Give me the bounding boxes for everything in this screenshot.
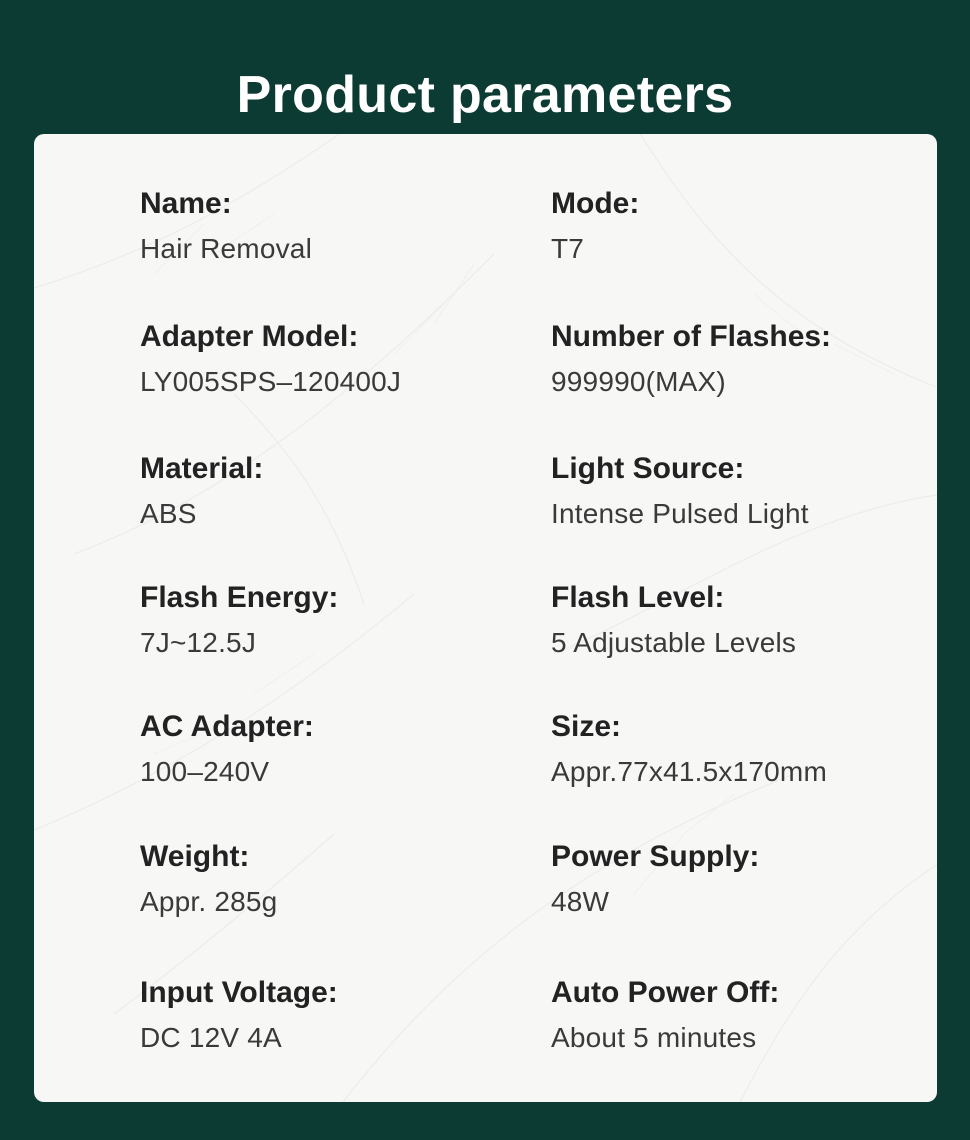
param-label: Power Supply: [551,840,760,873]
param-auto-power-off [551,975,937,1055]
param-power-supply [551,839,937,919]
param-value: About 5 minutes [551,1022,757,1053]
param-value: Intense Pulsed Light [551,498,809,529]
param-weight [140,839,540,919]
param-size [551,709,937,789]
param-label: Input Voltage: [140,976,338,1009]
param-value: Hair Removal [140,233,312,264]
param-label: AC Adapter: [140,710,314,743]
param-value: 100–240V [140,756,270,787]
param-value: DC 12V 4A [140,1022,282,1053]
param-label: Size: [551,710,622,743]
param-value: ABS [140,498,197,529]
param-value: T7 [551,233,585,264]
param-label: Flash Level: [551,581,725,614]
param-label: Flash Energy: [140,581,339,614]
parameters-card [34,134,937,1102]
param-adapter-model [140,319,540,399]
param-ac-adapter [140,709,540,789]
param-material [140,451,540,531]
param-label: Weight: [140,840,250,873]
param-light-source [551,451,937,531]
param-value: 5 Adjustable Levels [551,627,797,658]
param-mode [551,186,937,266]
param-value: 48W [551,886,610,917]
param-value: 7J~12.5J [140,627,257,658]
page-title: Product parameters [236,65,734,124]
param-value: 999990(MAX) [551,366,726,397]
param-label: Light Source: [551,452,745,485]
param-value: LY005SPS–120400J [140,366,402,397]
param-label: Mode: [551,187,640,220]
param-label: Auto Power Off: [551,976,780,1009]
param-label: Name: [140,187,232,220]
param-input-voltage [140,975,540,1055]
param-label: Material: [140,452,264,485]
param-value: Appr. 285g [140,886,278,917]
param-number-of-flashes [551,319,937,399]
param-value: Appr.77x41.5x170mm [551,756,827,787]
param-flash-energy [140,580,540,660]
param-name [140,186,540,266]
param-label: Number of Flashes: [551,320,832,353]
param-label: Adapter Model: [140,320,359,353]
param-flash-level [551,580,937,660]
